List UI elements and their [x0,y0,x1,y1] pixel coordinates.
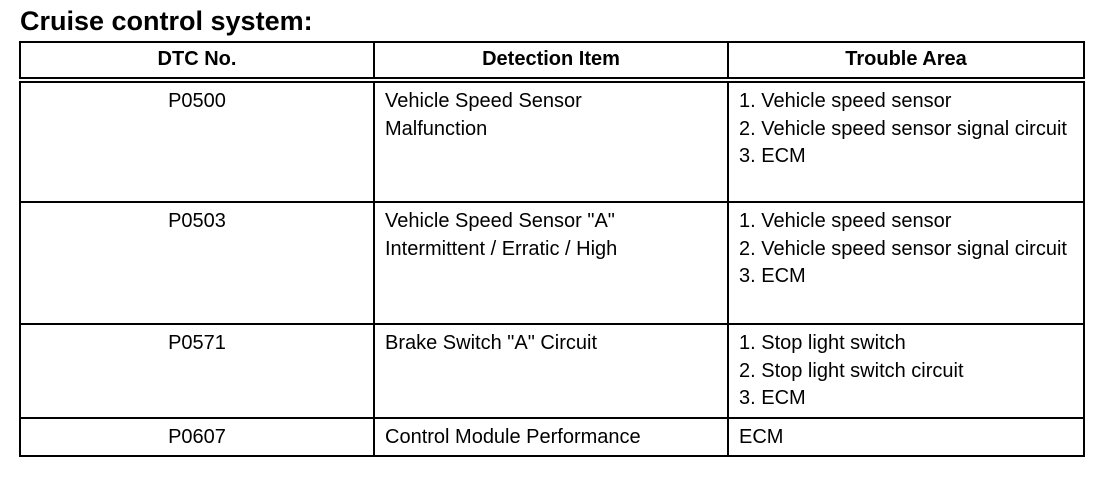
dtc-table [19,41,1085,457]
detection-item [374,80,728,202]
trouble-line: 1. Vehicle speed sensor [739,90,952,112]
detection-line: Control Module Performance [385,426,641,448]
dtc-code: P0607 [20,418,374,456]
dtc-code: P0571 [20,324,374,418]
trouble-line: 3. ECM [739,145,806,167]
trouble-line: 1. Vehicle speed sensor [739,210,952,232]
dtc-code: P0503 [20,202,374,324]
trouble-area [728,324,1084,418]
detection-line: Brake Switch "A" Circuit [385,332,598,354]
trouble-area [728,202,1084,324]
column-header-trouble-area: Trouble Area [728,42,1084,80]
detection-item [374,324,728,418]
dtc-code: P0500 [20,80,374,202]
detection-line: Vehicle Speed Sensor "A" [385,210,615,232]
trouble-line: 3. ECM [739,265,806,287]
trouble-line: 2. Vehicle speed sensor signal circuit [739,117,1067,140]
detection-line: Vehicle Speed Sensor [385,90,582,112]
column-header-dtc-no: DTC No. [20,42,374,80]
table-row [20,418,1084,456]
trouble-line: 3. ECM [739,387,806,409]
trouble-line: 2. Vehicle speed sensor signal circuit [739,237,1067,260]
trouble-area [728,80,1084,202]
trouble-line: ECM [739,426,784,448]
detection-line: Intermittent / Erratic / High [385,237,618,260]
trouble-line: 1. Stop light switch [739,332,906,354]
table-row [20,80,1084,202]
page-title: Cruise control system: [20,6,313,36]
column-header-detection-item: Detection Item [374,42,728,80]
detection-line: Malfunction [385,117,488,140]
detection-item [374,202,728,324]
table-header-row [20,42,1084,80]
table-row [20,202,1084,324]
trouble-area [728,418,1084,456]
trouble-line: 2. Stop light switch circuit [739,359,964,382]
detection-item [374,418,728,456]
table-row [20,324,1084,418]
